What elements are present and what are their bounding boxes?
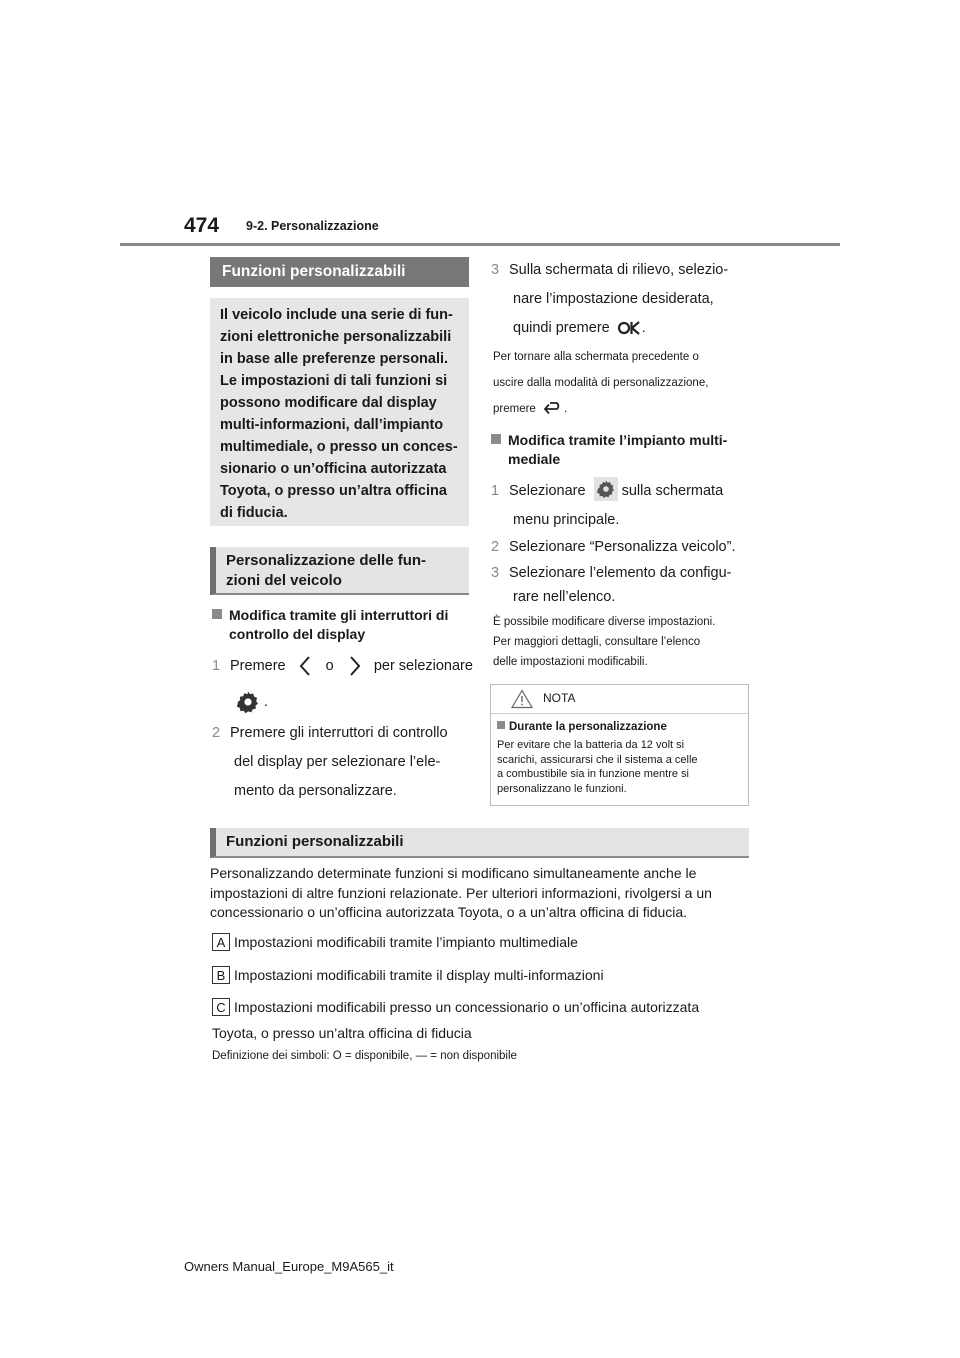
note-line: Per evitare che la batteria da 12 volt si [497,739,685,751]
note-line: a combustibile sia in funzione mentre si [497,768,689,780]
gear-icon [594,477,618,501]
step-text: Sulla schermata di rilievo, selezio- [509,262,729,278]
step-text: mento da personalizzare. [234,783,397,799]
note-box [490,684,749,806]
step-number: 2 [212,725,221,741]
back-icon [542,401,564,417]
letter-a-icon: A [212,933,230,951]
step-text: Premere [230,658,286,674]
return-note [493,344,708,422]
banner-line: Personalizzazione delle fun- [226,552,427,569]
multimedia-step-3 [491,561,731,609]
subhead-line: controllo del display [229,626,366,642]
info-note [493,612,715,672]
step-number: 2 [491,539,500,555]
note-line: scarichi, assicurarsi che il sistema a celle [497,753,698,766]
legend-b [212,965,604,985]
step-text: per selezionare [373,658,473,674]
step-number: 1 [491,483,500,499]
info-line: Per maggiori dettagli, consultare l’elenco [493,636,701,648]
note-line: personalizzano le funzioni. [497,782,627,795]
subhead-multimedia [491,431,727,469]
multimedia-step-1 [491,477,723,535]
step-text: sulla schermata [621,483,724,499]
return-line: . [564,403,568,415]
step-1-gear-line [236,688,268,717]
step-text: Selezionare l’elemento da configu- [509,565,732,581]
legend-text: Impostazioni modificabili presso un concessionario o un’officina autorizzata [234,999,700,1015]
banner-funzioni-personalizzabili-2 [210,828,749,858]
paragraph-line: impostazioni di altre funzioni relazionate. Per ulteriori informazioni, rivolgersi a un [210,884,712,901]
section-reference: 9-2. Personalizzazione [246,219,379,233]
square-bullet-icon [497,721,505,729]
return-line: Per tornare alla schermata precedente o [493,351,699,363]
step-3 [491,256,728,343]
intro-line: Le impostazioni di tali funzioni si [220,373,448,389]
square-bullet-icon [491,434,501,444]
symbols-definition [212,1048,517,1064]
banner-title: Funzioni personalizzabili [222,263,406,280]
step-text: rare nell’elenco. [513,589,616,605]
step-text: Premere gli interruttori di controllo [230,725,448,741]
multimedia-step-2 [491,533,735,562]
step-text: nare l’impostazione desiderata, [513,291,714,307]
info-line: delle impostazioni modificabili. [493,656,648,668]
intro-line: di fiducia. [220,505,288,521]
step-text: . [641,320,646,336]
paragraph-line: Personalizzando determinate funzioni si modificano simultaneamente anche le [210,865,697,881]
legend-c-continued [212,1023,472,1043]
legend-c [212,997,699,1017]
bottom-paragraph [210,864,712,923]
intro-line: multimediale, o presso un conces- [220,439,458,455]
info-line: È possibile modificare diverse impostazioni. [493,616,716,628]
step-text: Selezionare “Personalizza veicolo”. [509,539,736,555]
legend-a [212,932,578,952]
intro-line: zioni elettroniche personalizzabili [220,329,452,345]
symbols-text: Definizione dei simboli: O = disponibile, — = non disponibile [212,1050,517,1062]
intro-line: Il veicolo include una serie di fun- [220,307,453,323]
footer-manual-id: Owners Manual_Europe_M9A565_it [184,1259,394,1274]
intro-line: multi-informazioni, dall’impianto [220,417,444,433]
step-2 [212,719,448,806]
note-header [491,685,748,714]
note-title: NOTA [543,691,576,705]
paragraph-line: concessionario o un’officina autorizzata Toyota, o a un’altra officina di fiducia. [210,904,688,920]
intro-line: sionario o un’officina autorizzata [220,461,447,477]
legend-text: Impostazioni modificabili tramite l’impianto multimediale [234,934,578,950]
return-line: premere [493,403,536,415]
step-text: o [325,658,334,674]
ok-icon [618,320,642,336]
warning-icon [511,689,533,709]
step-text: quindi premere [513,320,610,336]
chevron-right-icon [342,654,366,678]
subhead-display-switches [212,606,448,644]
subhead-line: Modifica tramite l’impianto multi- [508,432,728,448]
legend-text: Impostazioni modificabili tramite il display multi-informazioni [234,967,604,983]
header-rule [120,243,840,246]
step-text: del display per selezionare l’ele- [234,754,441,770]
banner-personalizzazione [210,547,469,595]
legend-text: Toyota, o presso un’altra officina di fiducia [212,1025,472,1041]
step-number: 1 [212,658,221,674]
letter-c-icon: C [212,998,230,1016]
return-line: uscire dalla modalità di personalizzazione, [493,377,709,389]
subhead-line: Modifica tramite gli interruttori di [229,607,449,623]
square-bullet-icon [212,609,222,619]
banner-title: Funzioni personalizzabili [226,833,404,850]
step-text: . [264,694,269,710]
subhead-line: mediale [508,451,561,467]
step-number: 3 [491,262,500,278]
letter-b-icon: B [212,966,230,984]
step-text: menu principale. [513,512,620,528]
note-heading: Durante la personalizzazione [509,721,667,733]
chevron-left-icon [294,654,318,678]
settings-button-icon [594,477,618,501]
page-number: 474 [184,214,220,237]
intro-line: possono modificare dal display [220,395,437,411]
intro-line: Toyota, o presso un’altra officina [220,483,447,499]
step-text: Selezionare [509,483,586,499]
intro-box [210,298,469,526]
banner-line: zioni del veicolo [226,572,342,589]
gear-icon [236,690,260,714]
step-1 [212,652,473,681]
step-number: 3 [491,565,500,581]
intro-line: in base alle preferenze personali. [220,351,449,367]
banner-funzioni-personalizzabili [210,257,469,287]
